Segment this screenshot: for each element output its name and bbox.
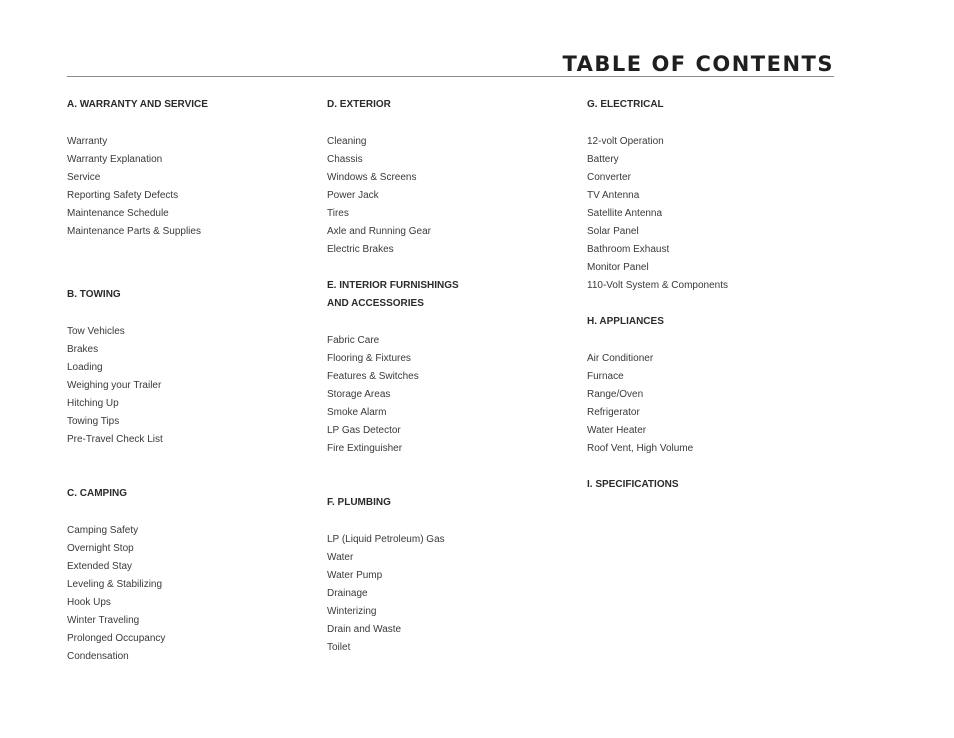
- toc-entry: Prolonged Occupancy: [67, 633, 166, 644]
- toc-entry: Water: [327, 552, 354, 563]
- toc-entry: Overnight Stop: [67, 543, 134, 554]
- toc-entry: Reporting Safety Defects: [67, 190, 179, 201]
- toc-entry: Battery: [587, 154, 619, 165]
- section-heading-continued: AND ACCESSORIES: [327, 298, 424, 309]
- page-title: TABLE OF CONTENTS: [562, 52, 834, 76]
- toc-entry: Bathroom Exhaust: [587, 244, 670, 255]
- toc-entry: 110-Volt System & Components: [587, 280, 728, 291]
- toc-entry: LP (Liquid Petroleum) Gas: [327, 534, 445, 545]
- toc-column-1: [67, 96, 317, 666]
- toc-entry: Pre-Travel Check List: [67, 434, 163, 445]
- section-items: [67, 133, 317, 241]
- toc-entry: Smoke Alarm: [327, 407, 387, 418]
- section-appliances: [587, 313, 837, 476]
- section-specifications: [587, 476, 837, 494]
- section-items: [67, 522, 317, 666]
- toc-entry: LP Gas Detector: [327, 425, 401, 436]
- toc-entry: Monitor Panel: [587, 262, 649, 273]
- toc-entry: Camping Safety: [67, 525, 139, 536]
- toc-column-2: [327, 96, 577, 657]
- toc-column-3: [587, 96, 837, 494]
- toc-entry: Brakes: [67, 344, 99, 355]
- section-heading: G. ELECTRICAL: [587, 99, 664, 110]
- section-items: [587, 350, 837, 458]
- toc-entry: Air Conditioner: [587, 353, 654, 364]
- section-plumbing: [327, 494, 577, 657]
- toc-entry: Toilet: [327, 642, 351, 653]
- section-warranty-and-service: [67, 96, 317, 286]
- toc-entry: Weighing your Trailer: [67, 380, 162, 391]
- toc-entry: Chassis: [327, 154, 363, 165]
- title-divider: [67, 76, 834, 77]
- section-heading: F. PLUMBING: [327, 497, 391, 508]
- toc-entry: Refrigerator: [587, 407, 640, 418]
- section-electrical: [587, 96, 837, 313]
- toc-entry: Water Heater: [587, 425, 647, 436]
- toc-entry: Fabric Care: [327, 335, 380, 346]
- section-heading: H. APPLIANCES: [587, 316, 664, 327]
- toc-entry: Service: [67, 172, 101, 183]
- section-camping: [67, 485, 317, 666]
- section-items: [67, 323, 317, 449]
- toc-entry: Loading: [67, 362, 103, 373]
- toc-entry: Electric Brakes: [327, 244, 394, 255]
- toc-entry: Leveling & Stabilizing: [67, 579, 163, 590]
- toc-entry: Hitching Up: [67, 398, 119, 409]
- section-exterior: [327, 96, 577, 277]
- toc-entry: Condensation: [67, 651, 129, 662]
- toc-entry: TV Antenna: [587, 190, 640, 201]
- toc-entry: Warranty: [67, 136, 108, 147]
- toc-entry: Satellite Antenna: [587, 208, 663, 219]
- toc-entry: Winterizing: [327, 606, 377, 617]
- toc-entry: Flooring & Fixtures: [327, 353, 411, 364]
- toc-entry: Fire Extinguisher: [327, 443, 403, 454]
- toc-entry: Maintenance Schedule: [67, 208, 169, 219]
- toc-entry: Tires: [327, 208, 349, 219]
- toc-entry: Warranty Explanation: [67, 154, 163, 165]
- section-heading: E. INTERIOR FURNISHINGS: [327, 280, 459, 291]
- toc-entry: Axle and Running Gear: [327, 226, 431, 237]
- section-heading: C. CAMPING: [67, 488, 127, 499]
- toc-entry: 12-volt Operation: [587, 136, 664, 147]
- toc-entry: Power Jack: [327, 190, 379, 201]
- toc-entry: Solar Panel: [587, 226, 639, 237]
- toc-entry: Extended Stay: [67, 561, 133, 572]
- toc-entry: Range/Oven: [587, 389, 644, 400]
- section-items: [327, 531, 577, 657]
- toc-entry: Storage Areas: [327, 389, 391, 400]
- section-heading: I. SPECIFICATIONS: [587, 479, 679, 490]
- toc-entry: Drain and Waste: [327, 624, 402, 635]
- toc-entry: Hook Ups: [67, 597, 111, 608]
- toc-entry: Tow Vehicles: [67, 326, 125, 337]
- section-items: [587, 133, 837, 295]
- section-heading: A. WARRANTY AND SERVICE: [67, 99, 208, 110]
- toc-entry: Roof Vent, High Volume: [587, 443, 694, 454]
- section-items: [327, 133, 577, 259]
- section-heading: B. TOWING: [67, 289, 121, 300]
- toc-entry: Towing Tips: [67, 416, 120, 427]
- toc-entry: Windows & Screens: [327, 172, 417, 183]
- toc-entry: Furnace: [587, 371, 624, 382]
- toc-entry: Water Pump: [327, 570, 383, 581]
- section-items: [327, 332, 577, 458]
- toc-entry: Cleaning: [327, 136, 367, 147]
- toc-entry: Winter Traveling: [67, 615, 140, 626]
- toc-entry: Drainage: [327, 588, 368, 599]
- toc-entry: Features & Switches: [327, 371, 419, 382]
- section-heading: D. EXTERIOR: [327, 99, 391, 110]
- toc-entry: Converter: [587, 172, 631, 183]
- section-interior-furnishings: [327, 277, 577, 494]
- section-towing: [67, 286, 317, 485]
- toc-entry: Maintenance Parts & Supplies: [67, 226, 201, 237]
